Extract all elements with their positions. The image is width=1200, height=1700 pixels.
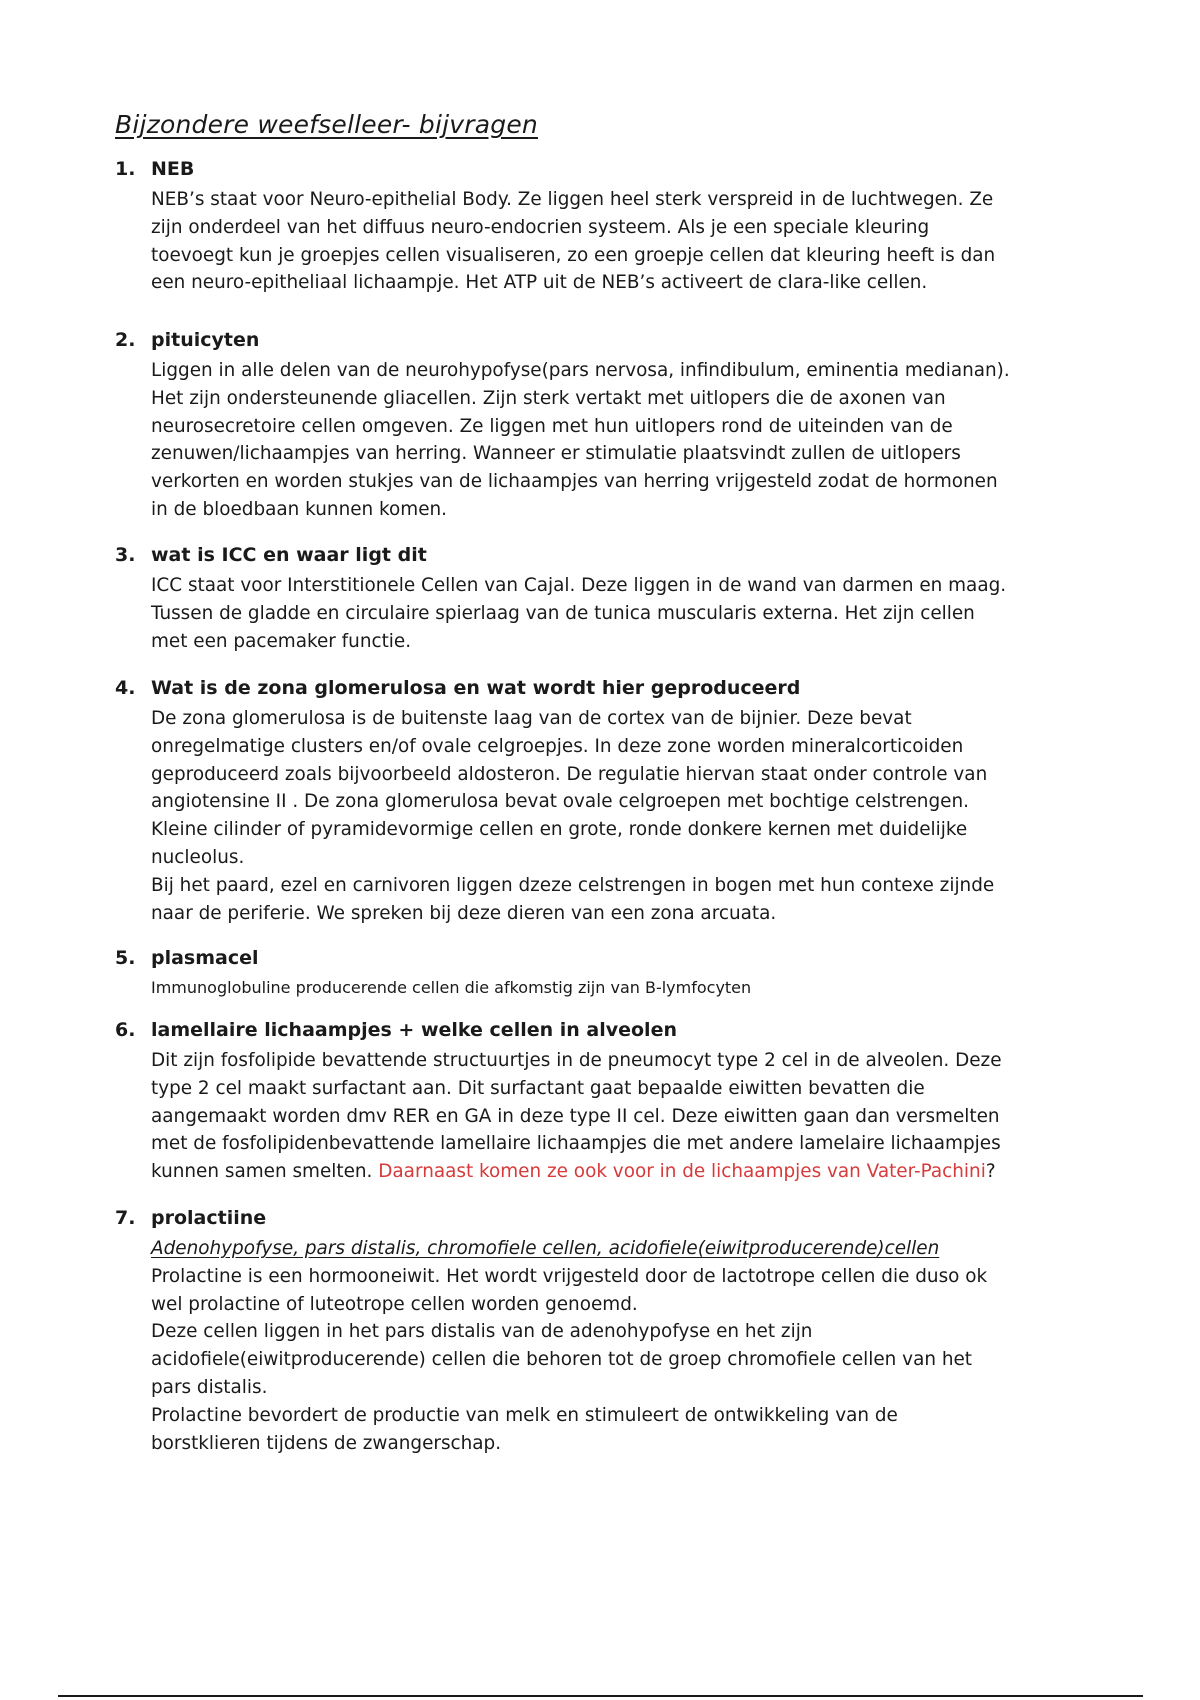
- question-title: pituicyten: [151, 329, 260, 351]
- answer-line: ICC staat voor Interstitionele Cellen van Cajal. Deze liggen in de wand van darmen en maag.: [151, 575, 1007, 596]
- answer-line: neurosecretoire cellen omgeven. Ze liggen met hun uitlopers rond de uiteinden van de: [151, 415, 953, 437]
- question-title: NEB: [151, 158, 195, 180]
- question-title: prolactiine: [151, 1207, 267, 1229]
- question-title: plasmacel: [151, 947, 259, 969]
- red-highlighted-text: Daarnaast komen ze ook voor in de lichaampjes van Vater-Pachini: [378, 1161, 986, 1183]
- question-title: wat is ICC en waar ligt dit: [151, 544, 427, 566]
- document-title: Bijzondere weefselleer- bijvragen: [115, 110, 538, 139]
- question-number: 1.: [115, 158, 136, 180]
- answer-subtitle: Adenohypofyse, pars distalis, chromofiele cellen, acidofiele(eiwitproducerende)cellen: [151, 1238, 940, 1259]
- question-number: 6.: [115, 1019, 136, 1041]
- answer-line: met de fosfolipidenbevattende lamellaire lichaampjes die met andere lamelaire lichaampjes: [151, 1133, 1001, 1155]
- question-number: 3.: [115, 544, 136, 566]
- question-title: Wat is de zona glomerulosa en wat wordt hier geproduceerd: [151, 677, 801, 699]
- answer-line: [151, 1158, 1096, 1186]
- question-number: 2.: [115, 329, 136, 351]
- answer-line: nucleolus.: [151, 846, 245, 868]
- question-2: [115, 329, 1095, 524]
- answer-line: zenuwen/lichaampjes van herring. Wanneer er stimulatie plaatsvindt zullen de uitlopers: [151, 443, 961, 465]
- answer-line: NEB’s staat voor Neuro-epithelial Body. Ze liggen heel sterk verspreid in de luchtwegen. Ze: [151, 189, 994, 210]
- answer-text: [151, 572, 1096, 655]
- answer-line: acidofiele(eiwitproducerende) cellen die behoren tot de groep chromofiele cellen van het: [151, 1349, 973, 1371]
- answer-line: Deze cellen liggen in het pars distalis van de adenohypofyse en het zijn: [151, 1321, 813, 1343]
- answer-line: naar de periferie. We spreken bij deze dieren van een zona arcuata.: [151, 902, 777, 924]
- answer-line: geproduceerd zoals bijvoorbeeld aldosteron. De regulatie hiervan staat onder controle van: [151, 763, 988, 785]
- question-number: 4.: [115, 677, 136, 699]
- answer-text: [151, 357, 1096, 524]
- answer-text: [151, 1047, 1096, 1186]
- answer-text: [151, 975, 1096, 1001]
- question-number: 7.: [115, 1207, 136, 1229]
- answer-text: [151, 186, 1096, 297]
- answer-line: Prolactine is een hormooneiwit. Het wordt vrijgesteld door de lactotrope cellen die duso ok: [151, 1265, 988, 1287]
- question-title: lamellaire lichaampjes + welke cellen in alveolen: [151, 1019, 677, 1041]
- question-number: 5.: [115, 947, 136, 969]
- answer-line: een neuro-epitheliaal lichaampje. Het ATP uit de NEB’s activeert de clara-like cellen.: [151, 272, 928, 294]
- answer-line: aangemaakt worden dmv RER en GA in deze type II cel. Deze eiwitten gaan dan versmelten: [151, 1105, 1000, 1127]
- answer-line: toevoegt kun je groepjes cellen visualiseren, zo een groepje cellen dat kleuring heeft is dan: [151, 244, 996, 266]
- answer-text: [151, 1235, 1096, 1457]
- answer-text: [151, 705, 1096, 927]
- answer-line: verkorten en worden stukjes van de lichaampjes van herring vrijgesteld zodat de hormonen: [151, 471, 998, 493]
- answer-line: Bij het paard, ezel en carnivoren liggen dzeze celstrengen in bogen met hun contexe zijnde: [151, 874, 995, 896]
- answer-line: Liggen in alle delen van de neurohypofyse(pars nervosa, infindibulum, eminentia medianan).: [151, 360, 1010, 381]
- answer-line: onregelmatige clusters en/of ovale celgroepjes. In deze zone worden mineralcorticoiden: [151, 735, 964, 757]
- question-3: [115, 544, 1095, 655]
- answer-line: type 2 cel maakt surfactant aan. Dit surfactant gaat bepaalde eiwitten bevatten die: [151, 1077, 925, 1099]
- answer-line: zijn onderdeel van het diffuus neuro-endocrien systeem. Als je een speciale kleuring: [151, 216, 930, 238]
- answer-line: Immunoglobuline producerende cellen die afkomstig zijn van B-lymfocyten: [151, 978, 752, 997]
- answer-line: borstklieren tijdens de zwangerschap.: [151, 1432, 502, 1454]
- question-7: [115, 1207, 1095, 1457]
- answer-line: Dit zijn fosfolipide bevattende structuurtjes in de pneumocyt type 2 cel in de alveolen. Deze: [151, 1050, 1002, 1071]
- answer-line: Tussen de gladde en circulaire spierlaag van de tunica muscularis externa. Het zijn cellen: [151, 602, 975, 624]
- question-4: [115, 677, 1095, 927]
- footer-divider: [58, 1695, 1143, 1697]
- answer-line: angiotensine II . De zona glomerulosa bevat ovale celgroepen met bochtige celstrengen.: [151, 791, 969, 813]
- question-6: [115, 1019, 1095, 1186]
- answer-line: met een pacemaker functie.: [151, 630, 412, 652]
- answer-line: wel prolactine of luteotrope cellen worden genoemd.: [151, 1293, 638, 1315]
- answer-line: Kleine cilinder of pyramidevormige cellen en grote, ronde donkere kernen met duidelijke: [151, 819, 968, 841]
- answer-line-text: kunnen samen smelten.: [151, 1161, 379, 1183]
- question-1: [115, 158, 1095, 297]
- answer-line: Prolactine bevordert de productie van melk en stimuleert de ontwikkeling van de: [151, 1404, 898, 1426]
- answer-line: in de bloedbaan kunnen komen.: [151, 498, 448, 520]
- answer-line: pars distalis.: [151, 1376, 268, 1398]
- answer-line: Het zijn ondersteunende gliacellen. Zijn sterk vertakt met uitlopers die de axonen van: [151, 387, 946, 409]
- answer-line: De zona glomerulosa is de buitenste laag van de cortex van de bijnier. Deze bevat: [151, 708, 912, 729]
- answer-line-text: ?: [985, 1161, 996, 1183]
- question-5: [115, 947, 1095, 1001]
